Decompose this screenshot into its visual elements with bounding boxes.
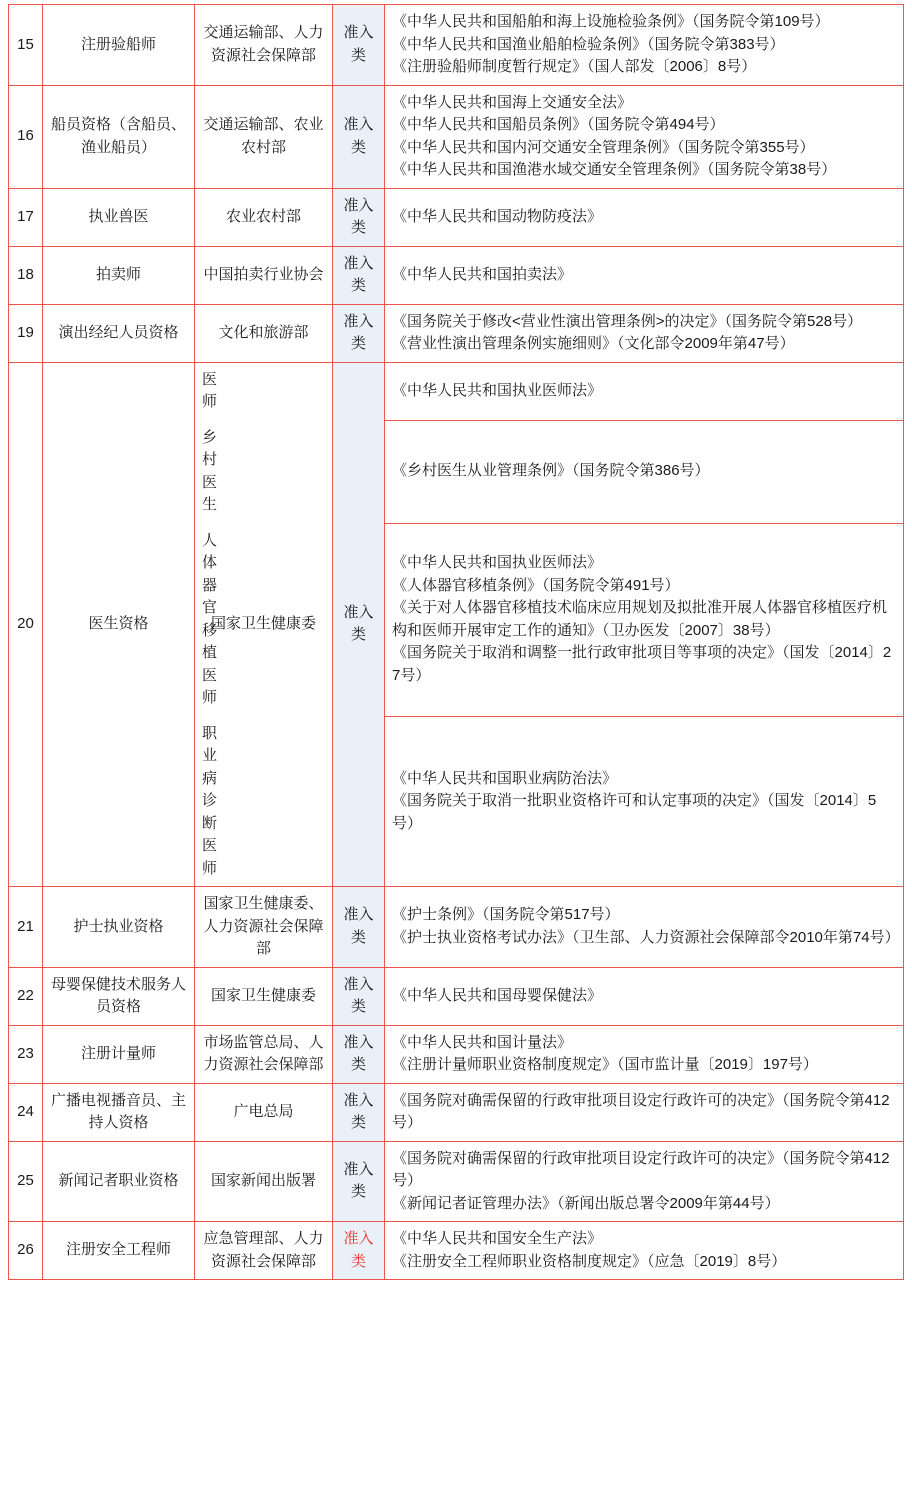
legal-basis-line: 《注册安全工程师职业资格制度规定》（应急〔2019〕8号） — [392, 1252, 787, 1270]
legal-basis-line: 《中华人民共和国动物防疫法》 — [392, 207, 603, 225]
implementing-department: 交通运输部、农业农村部 — [195, 85, 333, 188]
implementing-department: 国家卫生健康委 — [195, 362, 333, 887]
row-index: 20 — [9, 362, 43, 887]
table-row — [9, 1141, 904, 1222]
table-row — [9, 1025, 904, 1083]
legal-basis-cell — [385, 887, 904, 968]
qualification-table — [8, 4, 904, 1280]
legal-basis-cell — [385, 85, 904, 188]
legal-basis-cell — [385, 304, 904, 362]
legal-basis-cell — [385, 1222, 904, 1280]
legal-basis-cell — [385, 188, 904, 246]
qualification-name: 注册计量师 — [43, 1025, 195, 1083]
legal-basis-cell — [385, 1083, 904, 1141]
qualification-type: 准入类 — [333, 967, 385, 1025]
legal-basis-line: 《中华人民共和国海上交通安全法》 — [392, 93, 633, 111]
legal-basis-line: 《乡村医生从业管理条例》（国务院令第386号） — [392, 462, 710, 480]
legal-basis-line: 《营业性演出管理条例实施细则》（文化部令2009年第47号） — [392, 335, 795, 352]
row-index: 19 — [9, 304, 43, 362]
implementing-department: 国家卫生健康委 — [195, 967, 333, 1025]
legal-basis-cell — [385, 246, 904, 304]
legal-basis-line: 《护士执业资格考试办法》（卫生部、人力资源社会保障部令2010年第74号） — [392, 928, 900, 946]
qualification-type: 准入类 — [333, 1025, 385, 1083]
legal-basis-line: 《国务院关于取消一批职业资格许可和认定事项的决定》（国发〔2014〕5号） — [392, 792, 877, 832]
qualification-type: 准入类 — [333, 85, 385, 188]
table-row — [9, 5, 904, 86]
legal-basis-line: 《新闻记者证管理办法》（新闻出版总署令2009年第44号） — [392, 1194, 780, 1212]
qualification-name: 护士执业资格 — [43, 887, 195, 968]
table-row — [9, 887, 904, 968]
implementing-department: 文化和旅游部 — [195, 304, 333, 362]
qualification-type: 准入类 — [333, 1222, 385, 1280]
legal-basis-cell — [385, 716, 904, 887]
implementing-department: 国家新闻出版署 — [195, 1141, 333, 1222]
legal-basis-line: 《国务院关于修改<营业性演出管理条例>的决定》（国务院令第528号） — [392, 312, 863, 330]
legal-basis-cell — [385, 523, 904, 716]
qualification-name: 医生资格 — [43, 362, 195, 887]
qualification-type: 准入类 — [333, 1141, 385, 1222]
legal-basis-cell — [385, 420, 904, 523]
row-index: 21 — [9, 887, 43, 968]
row-index: 24 — [9, 1083, 43, 1141]
row-index: 18 — [9, 246, 43, 304]
legal-basis-cell — [385, 1141, 904, 1222]
legal-basis-cell — [385, 1025, 904, 1083]
row-index: 16 — [9, 85, 43, 188]
legal-basis-cell — [385, 5, 904, 86]
table-row — [9, 246, 904, 304]
qualification-type: 准入类 — [333, 188, 385, 246]
table-row — [9, 188, 904, 246]
legal-basis-line: 《注册验船师制度暂行规定》（国人部发〔2006〕8号） — [392, 58, 757, 75]
row-index: 23 — [9, 1025, 43, 1083]
qualification-name: 新闻记者职业资格 — [43, 1141, 195, 1222]
legal-basis-line: 《国务院对确需保留的行政审批项目设定行政许可的决定》（国务院令第412号） — [392, 1149, 890, 1189]
qualification-type: 准入类 — [333, 246, 385, 304]
implementing-department: 中国拍卖行业协会 — [195, 246, 333, 304]
legal-basis-line: 《注册计量师职业资格制度规定》（国市监计量〔2019〕197号） — [392, 1056, 818, 1073]
table-row — [9, 85, 904, 188]
implementing-department: 农业农村部 — [195, 188, 333, 246]
legal-basis-line: 《中华人民共和国渔港水域交通安全管理条例》（国务院令第38号） — [392, 161, 837, 178]
qualification-type: 准入类 — [333, 304, 385, 362]
implementing-department: 广电总局 — [195, 1083, 333, 1141]
qualification-name: 注册安全工程师 — [43, 1222, 195, 1280]
table-row — [9, 1222, 904, 1280]
legal-basis-cell — [385, 362, 904, 420]
qualification-type: 准入类 — [333, 887, 385, 968]
implementing-department: 交通运输部、人力资源社会保障部 — [195, 5, 333, 86]
implementing-department: 国家卫生健康委、人力资源社会保障部 — [195, 887, 333, 968]
legal-basis-line: 《护士条例》（国务院令第517号） — [392, 906, 620, 924]
implementing-department: 市场监管总局、人力资源社会保障部 — [195, 1025, 333, 1083]
table-row — [9, 362, 904, 420]
legal-basis-line: 《中华人民共和国执业医师法》 — [392, 381, 603, 399]
qualification-name: 船员资格（含船员、渔业船员） — [43, 85, 195, 188]
legal-basis-line: 《人体器官移植条例》（国务院令第491号） — [392, 576, 680, 594]
qualification-name: 广播电视播音员、主持人资格 — [43, 1083, 195, 1141]
qualification-type: 准入类 — [333, 1083, 385, 1141]
legal-basis-line: 《中华人民共和国计量法》 — [392, 1033, 573, 1051]
legal-basis-line: 《中华人民共和国执业医师法》 — [392, 554, 603, 571]
row-index: 17 — [9, 188, 43, 246]
table-row — [9, 967, 904, 1025]
legal-basis-cell — [385, 967, 904, 1025]
legal-basis-line: 《国务院对确需保留的行政审批项目设定行政许可的决定》（国务院令第412号） — [392, 1091, 890, 1131]
qualification-name: 母婴保健技术服务人员资格 — [43, 967, 195, 1025]
row-index: 15 — [9, 5, 43, 86]
legal-basis-line: 《中华人民共和国内河交通安全管理条例》（国务院令第355号） — [392, 138, 815, 156]
table-row — [9, 304, 904, 362]
qualification-name: 注册验船师 — [43, 5, 195, 86]
row-index: 25 — [9, 1141, 43, 1222]
implementing-department: 应急管理部、人力资源社会保障部 — [195, 1222, 333, 1280]
legal-basis-line: 《中华人民共和国渔业船舶检验条例》（国务院令第383号） — [392, 35, 785, 53]
legal-basis-line: 《中华人民共和国船舶和海上设施检验条例》（国务院令第109号） — [392, 13, 830, 30]
legal-basis-line: 《国务院关于取消和调整一批行政审批项目等事项的决定》（国发〔2014〕27号） — [392, 644, 892, 684]
table-row — [9, 1083, 904, 1141]
row-index: 26 — [9, 1222, 43, 1280]
qualification-name: 拍卖师 — [43, 246, 195, 304]
legal-basis-line: 《中华人民共和国船员条例》（国务院令第494号） — [392, 116, 725, 133]
qualification-type: 准入类 — [333, 5, 385, 86]
qualification-type: 准入类 — [333, 362, 385, 887]
legal-basis-line: 《中华人民共和国母婴保健法》 — [392, 986, 603, 1004]
row-index: 22 — [9, 967, 43, 1025]
legal-basis-line: 《中华人民共和国职业病防治法》 — [392, 769, 618, 787]
legal-basis-line: 《中华人民共和国安全生产法》 — [392, 1230, 603, 1247]
qualification-name: 执业兽医 — [43, 188, 195, 246]
legal-basis-line: 《中华人民共和国拍卖法》 — [392, 265, 573, 283]
legal-basis-line: 《关于对人体器官移植技术临床应用规划及拟批准开展人体器官移植医疗机构和医师开展审定工作的通知》（卫办医发〔2007〕38号） — [392, 599, 888, 639]
qualification-name: 演出经纪人员资格 — [43, 304, 195, 362]
